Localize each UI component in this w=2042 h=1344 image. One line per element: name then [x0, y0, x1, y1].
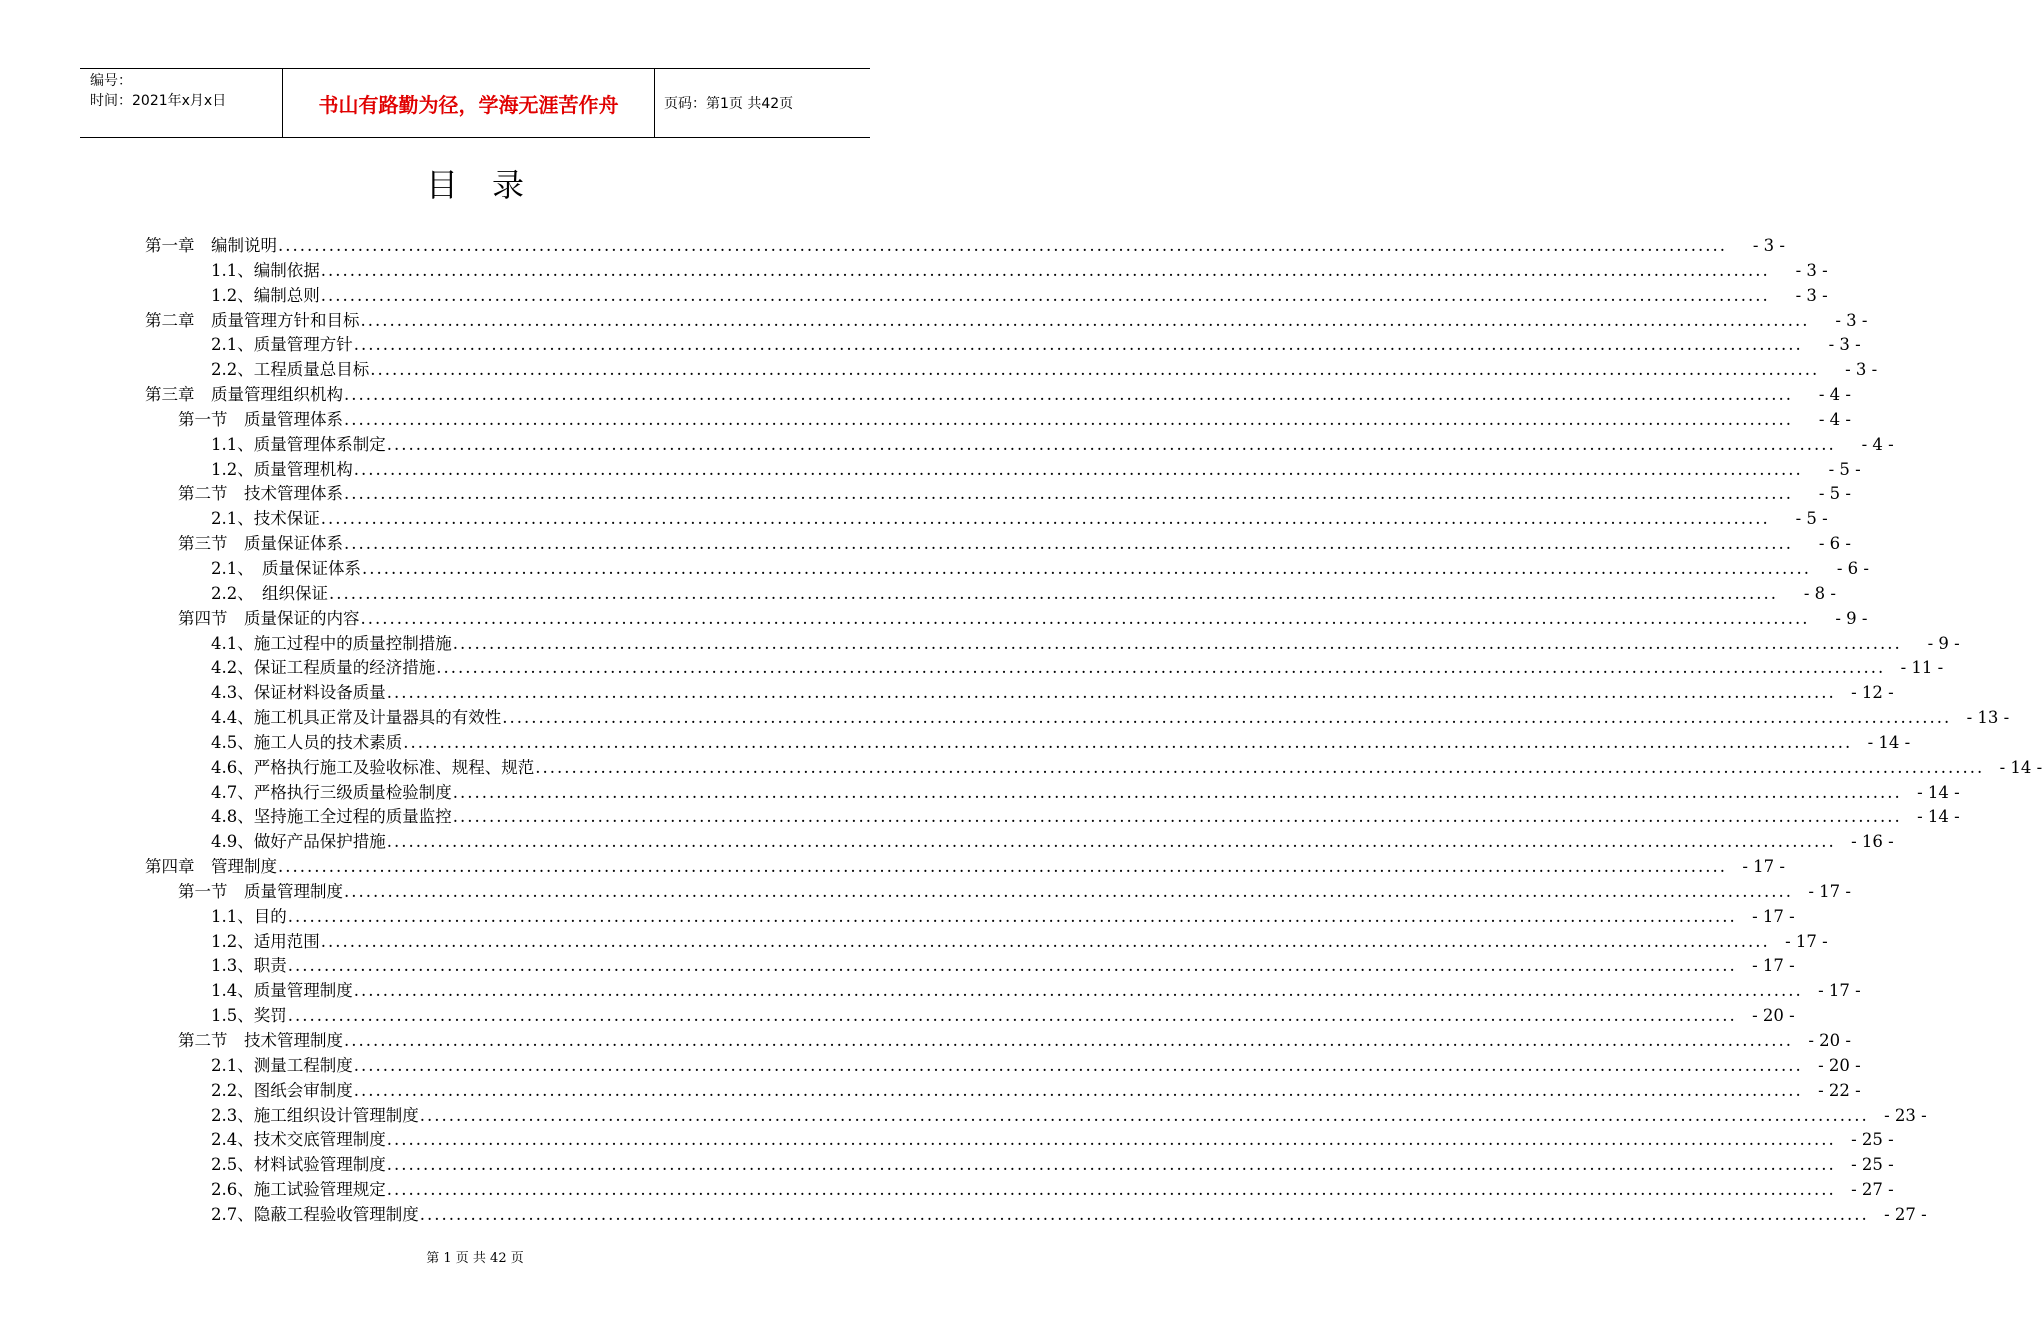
toc-leader-dots: ........................................................................................................................................................................................................ — [452, 807, 1902, 827]
toc-entry-label: 2.1、测量工程制度 — [211, 1055, 353, 1075]
toc-leader-dots: ........................................................................................................................................................................................................ — [353, 459, 1803, 479]
toc-entry[interactable] — [145, 259, 1828, 284]
toc-entry[interactable] — [145, 1178, 1894, 1203]
toc-entry-label: 1.1、质量管理体系制定 — [211, 434, 386, 454]
toc-leader-dots: ........................................................................................................................................................................................................ — [386, 683, 1836, 703]
toc-entry[interactable] — [145, 1128, 1894, 1153]
toc-entry[interactable] — [145, 358, 1878, 383]
toc-entry[interactable] — [145, 632, 1960, 657]
toc-leader-dots: ........................................................................................................................................................................................................ — [353, 1055, 1803, 1075]
toc-entry[interactable] — [145, 1079, 1861, 1104]
toc-leader-dots: ........................................................................................................................................................................................................ — [278, 236, 1727, 255]
toc-entry-page: - 20 - — [1808, 1031, 1851, 1050]
toc-entry-label: 4.9、做好产品保护措施 — [211, 832, 386, 852]
toc-entry[interactable] — [145, 1029, 1851, 1054]
toc-entry-page: - 3 - — [1752, 236, 1785, 255]
toc-entry-label: 2.2、工程质量总目标 — [211, 360, 370, 380]
toc-entry[interactable] — [145, 1054, 1861, 1079]
toc-entry-page: - 6 - — [1818, 534, 1851, 554]
toc-entry-label: 第二节 技术管理制度 — [178, 1031, 343, 1050]
header-page-info: 页码：第1页 共42页 — [664, 96, 794, 112]
toc-entry[interactable] — [145, 433, 1894, 458]
toc-entry-label: 1.4、质量管理制度 — [211, 981, 353, 1001]
toc-entry-page: - 12 - — [1851, 683, 1894, 703]
toc-leader-dots: ........................................................................................................................................................................................................ — [386, 434, 1836, 454]
toc-entry-page: - 3 - — [1795, 285, 1828, 305]
toc-entry-label: 第四节 质量保证的内容 — [178, 608, 360, 628]
toc-leader-dots: ........................................................................................................................................................................................................ — [419, 1204, 1869, 1224]
toc-entry-label: 2.3、施工组织设计管理制度 — [211, 1105, 419, 1125]
toc-leader-dots: ........................................................................................................................................................................................................ — [386, 1180, 1836, 1200]
header-meta — [80, 69, 283, 137]
toc-leader-dots: ........................................................................................................................................................................................................ — [287, 1006, 1737, 1026]
toc-entry-page: - 4 - — [1861, 434, 1894, 454]
toc-entry[interactable] — [145, 607, 1868, 632]
toc-entry-label: 4.7、严格执行三级质量检验制度 — [211, 782, 452, 802]
toc-leader-dots: ........................................................................................................................................................................................................ — [353, 981, 1803, 1001]
toc-entry-page: - 3 - — [1845, 360, 1878, 380]
toc-entry-label: 第三节 质量保证体系 — [178, 534, 343, 554]
toc-entry[interactable] — [145, 979, 1861, 1004]
toc-entry-page: - 9 - — [1927, 633, 1960, 653]
toc-entry-label: 第二章 质量管理方针和目标 — [145, 310, 360, 330]
toc-entry-label: 第一节 质量管理体系 — [178, 409, 343, 429]
toc-leader-dots: ........................................................................................................................................................................................................ — [344, 409, 1793, 429]
toc-leader-dots: ........................................................................................................................................................................................................ — [320, 509, 1770, 529]
toc-entry-label: 2.7、隐蔽工程验收管理制度 — [211, 1204, 419, 1224]
toc-entry-page: - 17 - — [1785, 931, 1828, 951]
toc-leader-dots: ........................................................................................................................................................................................................ — [386, 832, 1836, 852]
toc-entry[interactable] — [145, 557, 1869, 582]
toc-entry[interactable] — [145, 880, 1851, 905]
toc-entry[interactable] — [145, 954, 1795, 979]
toc-entry-page: - 23 - — [1884, 1105, 1927, 1125]
toc-entry[interactable] — [145, 284, 1828, 309]
page-footer: 第 1 页 共 42 页 — [426, 1251, 524, 1266]
toc-entry-label: 4.3、保证材料设备质量 — [211, 683, 386, 703]
toc-entry-label: 2.2、 组织保证 — [211, 583, 328, 603]
toc-entry-label: 1.2、适用范围 — [211, 931, 320, 951]
toc-entry-label: 第二节 技术管理体系 — [178, 484, 343, 504]
toc-entry-label: 1.1、编制依据 — [211, 260, 320, 280]
toc-entry[interactable] — [145, 855, 1785, 880]
toc-leader-dots: ........................................................................................................................................................................................................ — [320, 931, 1770, 951]
toc-leader-dots: ........................................................................................................................................................................................................ — [370, 360, 1820, 380]
toc-entry[interactable] — [145, 333, 1861, 358]
toc-entry-label: 1.5、奖罚 — [211, 1006, 287, 1026]
header-motto: 书山有路勤为径，学海无涯苦作舟 — [283, 69, 655, 137]
toc-entry-page: - 3 - — [1835, 310, 1868, 330]
toc-entry[interactable] — [145, 234, 1785, 259]
toc-leader-dots: ........................................................................................................................................................................................................ — [353, 335, 1803, 355]
toc-entry-page: - 17 - — [1752, 906, 1795, 926]
toc-entry-label: 4.6、严格执行施工及验收标准、规程、规范 — [211, 757, 535, 777]
header-date: 时间：2021年x月x日 — [90, 93, 227, 109]
toc-entry-label: 2.4、技术交底管理制度 — [211, 1130, 386, 1150]
toc-entry[interactable] — [145, 383, 1851, 408]
toc-entry-page: - 6 - — [1836, 558, 1869, 578]
toc-leader-dots: ........................................................................................................................................................................................................ — [320, 260, 1770, 280]
toc-leader-dots: ........................................................................................................................................................................................................ — [360, 608, 1810, 628]
toc-entry[interactable] — [145, 830, 1894, 855]
toc-entry[interactable] — [145, 482, 1851, 507]
toc-leader-dots: ........................................................................................................................................................................................................ — [353, 1080, 1803, 1100]
toc-entry[interactable] — [145, 756, 2042, 781]
toc-entry-page: - 3 - — [1795, 260, 1828, 280]
toc-entry[interactable] — [145, 706, 2010, 731]
toc-entry-label: 2.1、质量管理方针 — [211, 335, 353, 355]
toc-leader-dots: ........................................................................................................................................................................................................ — [287, 956, 1737, 976]
page-title: 目录 — [425, 166, 558, 204]
toc-entry[interactable] — [145, 507, 1828, 532]
toc-leader-dots: ........................................................................................................................................................................................................ — [452, 633, 1902, 653]
toc-entry-label: 第一章 编制说明 — [145, 236, 277, 255]
toc-entry-page: - 20 - — [1818, 1055, 1861, 1075]
toc-entry[interactable] — [145, 458, 1861, 483]
toc-entry-page: - 25 - — [1851, 1130, 1894, 1150]
toc-entry-page: - 4 - — [1818, 385, 1851, 405]
toc-leader-dots: ........................................................................................................................................................................................................ — [344, 881, 1793, 901]
toc-entry-label: 1.2、编制总则 — [211, 285, 320, 305]
toc-leader-dots: ........................................................................................................................................................................................................ — [419, 1105, 1869, 1125]
toc-entry[interactable] — [145, 1203, 1927, 1228]
toc-entry-label: 2.1、 质量保证体系 — [211, 558, 361, 578]
toc-entry-label: 2.2、图纸会审制度 — [211, 1080, 353, 1100]
toc-leader-dots: ........................................................................................................................................................................................................ — [502, 708, 1952, 728]
toc-entry-page: - 17 - — [1752, 956, 1795, 976]
toc-entry-label: 1.2、质量管理机构 — [211, 459, 353, 479]
toc-entry-label: 2.5、材料试验管理制度 — [211, 1155, 386, 1175]
toc-leader-dots: ........................................................................................................................................................................................................ — [344, 1031, 1793, 1050]
toc-entry[interactable] — [145, 532, 1851, 557]
toc-entry-label: 4.5、施工人员的技术素质 — [211, 732, 403, 752]
toc-entry-page: - 4 - — [1818, 409, 1851, 429]
toc-entry-page: - 27 - — [1851, 1180, 1894, 1200]
toc-entry-page: - 16 - — [1851, 832, 1894, 852]
toc-leader-dots: ........................................................................................................................................................................................................ — [344, 385, 1793, 405]
toc-entry-page: - 14 - — [1917, 807, 1960, 827]
toc-leader-dots: ........................................................................................................................................................................................................ — [452, 782, 1902, 802]
toc-entry-label: 第一节 质量管理制度 — [178, 881, 343, 901]
toc-entry-page: - 9 - — [1835, 608, 1868, 628]
toc-entry[interactable] — [145, 1153, 1894, 1178]
toc-entry[interactable] — [145, 309, 1868, 334]
toc-entry-label: 第四章 管理制度 — [145, 857, 277, 877]
toc-entry[interactable] — [145, 1004, 1795, 1029]
toc-entry-page: - 5 - — [1828, 459, 1861, 479]
toc-entry-page: - 3 - — [1828, 335, 1861, 355]
header-number: 编号： — [90, 73, 132, 89]
toc-entry-label: 4.1、施工过程中的质量控制措施 — [211, 633, 452, 653]
toc-entry-label: 第三章 质量管理组织机构 — [145, 385, 343, 405]
toc-leader-dots: ........................................................................................................................................................................................................ — [436, 658, 1886, 678]
toc-leader-dots: ........................................................................................................................................................................................................ — [278, 857, 1727, 877]
toc-entry[interactable] — [145, 805, 1960, 830]
toc-entry-page: - 22 - — [1818, 1080, 1861, 1100]
toc-leader-dots: ........................................................................................................................................................................................................ — [386, 1130, 1836, 1150]
toc-leader-dots: ........................................................................................................................................................................................................ — [535, 757, 1985, 777]
toc-entry[interactable] — [145, 930, 1828, 955]
toc-entry-page: - 27 - — [1884, 1204, 1927, 1224]
toc-entry-label: 1.3、职责 — [211, 956, 287, 976]
toc-entry-page: - 14 - — [1917, 782, 1960, 802]
toc-entry-label: 2.6、施工试验管理规定 — [211, 1180, 386, 1200]
toc-entry-page: - 5 - — [1795, 509, 1828, 529]
toc-entry[interactable] — [145, 681, 1894, 706]
toc-entry-page: - 17 - — [1742, 857, 1785, 877]
toc-entry-page: - 14 - — [1999, 757, 2042, 777]
toc-entry[interactable] — [145, 905, 1795, 930]
toc-entry-label: 4.2、保证工程质量的经济措施 — [211, 658, 436, 678]
toc-entry-page: - 25 - — [1851, 1155, 1894, 1175]
toc-leader-dots: ........................................................................................................................................................................................................ — [287, 906, 1737, 926]
toc-leader-dots: ........................................................................................................................................................................................................ — [344, 534, 1793, 554]
toc-entry-page: - 20 - — [1752, 1006, 1795, 1026]
toc-leader-dots: ........................................................................................................................................................................................................ — [360, 310, 1810, 330]
toc-leader-dots: ........................................................................................................................................................................................................ — [320, 285, 1770, 305]
toc-entry[interactable] — [145, 781, 1960, 806]
toc-entry-page: - 17 - — [1808, 881, 1851, 901]
toc-entry-page: - 11 - — [1900, 658, 1944, 678]
toc-entry-page: - 5 - — [1818, 484, 1851, 504]
toc-entry[interactable] — [145, 408, 1851, 433]
toc-entry-page: - 17 - — [1818, 981, 1861, 1001]
toc-leader-dots: ........................................................................................................................................................................................................ — [329, 583, 1778, 603]
toc-entry-page: - 14 - — [1867, 732, 1911, 752]
toc-leader-dots: ........................................................................................................................................................................................................ — [403, 732, 1853, 752]
table-of-contents — [145, 234, 2042, 1228]
toc-entry-page: - 13 - — [1966, 708, 2010, 728]
toc-entry-label: 1.1、目的 — [211, 906, 287, 926]
toc-leader-dots: ........................................................................................................................................................................................................ — [386, 1155, 1836, 1175]
toc-entry-label: 2.1、技术保证 — [211, 509, 320, 529]
toc-entry[interactable] — [145, 1104, 1927, 1129]
toc-entry-page: - 8 - — [1803, 583, 1836, 603]
toc-entry[interactable] — [145, 656, 1944, 681]
toc-entry-label: 4.4、施工机具正常及计量器具的有效性 — [211, 708, 502, 728]
toc-entry[interactable] — [145, 582, 1836, 607]
toc-leader-dots: ........................................................................................................................................................................................................ — [362, 558, 1811, 578]
toc-entry[interactable] — [145, 731, 1911, 756]
toc-leader-dots: ........................................................................................................................................................................................................ — [344, 484, 1793, 504]
page-header — [80, 68, 870, 138]
toc-entry-label: 4.8、坚持施工全过程的质量监控 — [211, 807, 452, 827]
